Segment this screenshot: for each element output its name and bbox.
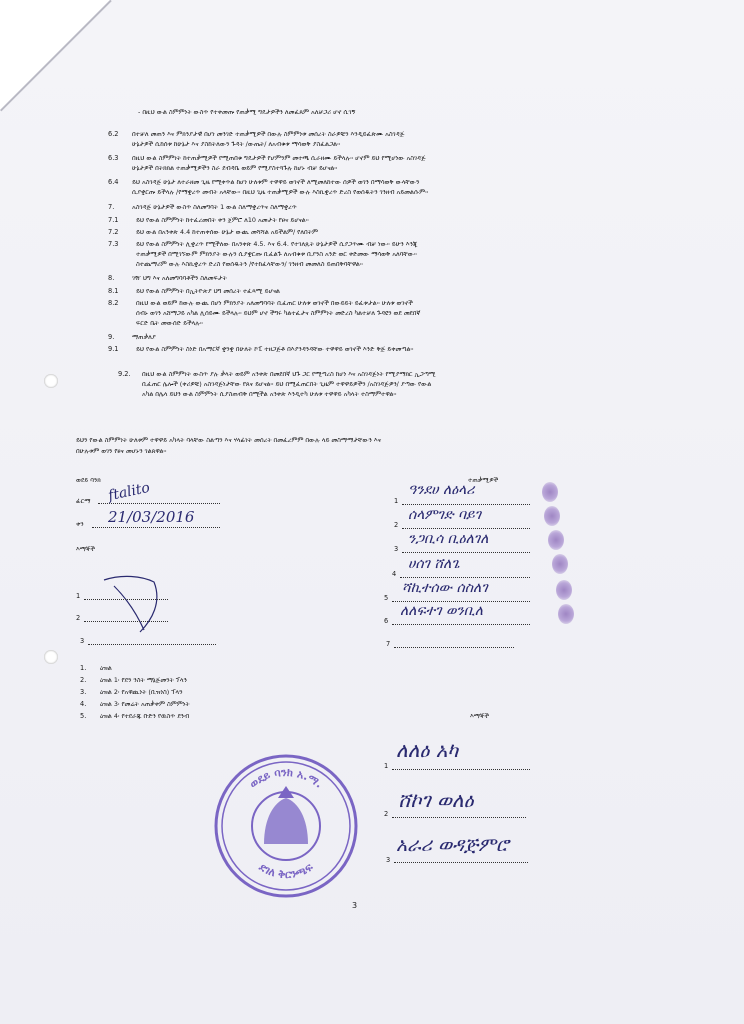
witness-number: 2 (76, 614, 81, 622)
clause-text-line: ይህ የውል ስምምነት ከተፈረመበት ቀን ጀምሮ ለ10 አመታት የፀና ይሆናል፡፡ (136, 216, 309, 224)
attachment-item: ዕዝል 4፡ የተደራጁ ቡድን የዉስጥ ደንብ (100, 712, 190, 720)
witness-number: 3 (80, 637, 85, 645)
clause-text-line: በዚህ ውል ስምምነት ውስጥ ያሉ ቃላት ወይም አንቀጽ በመደበኛ ህጉ ጋር የሚጣረስ ከሆነ እና አስገዳጅነት የሚያማክር ኢጋጣሚ (142, 370, 436, 378)
clause-text-line: ይህ ውል በአንቀጽ 4.4 ከተጠቀሰው ሁኔታ ውጪ መሻሻል አይችልም/ የለበትም (136, 228, 318, 236)
bottom-witness-number: 2 (384, 810, 389, 818)
thumbprint (556, 580, 572, 600)
stamp-bottom-text: ደገለ ቅርንጫፍ (256, 860, 316, 882)
thumbprint (558, 604, 574, 624)
beneficiary-number: 7 (386, 640, 391, 648)
clause-text-line: ይህ የውል ስምምነት ሊቋረጥ የሚችለው በአንቀጽ 4.5. እና 6.4. የተገለጹት ሁኔታዎች ሲያጋጥሙ ብቻ ነው፡፡ ይሁን እንጂ (136, 240, 418, 248)
beneficiary-signature: ዓንደሀ ለዕላሪ (408, 482, 475, 498)
clause-number: 6.3 (108, 154, 119, 162)
bottom-witness-signature: ሸኮገ ወለዕ (398, 788, 474, 812)
clause-text-line: ፍርድ ቤት መውሰድ ይችላሉ፡፡ (136, 319, 203, 327)
beneficiary-line (392, 624, 530, 625)
bank-name-label: ወደይ ባንክ (76, 476, 101, 484)
bottom-witness-number: 1 (384, 762, 389, 770)
clause-text-line: ይህ አስገዳጅ ሁኔታ ለተራዘመ ጊዜ የሚቀጥል ከሆነ ሁለቱም ተዋዋይ ወገኖች ለሚመለከተው ሰዎች ወገን በማሳወቅ ውላቸውን (132, 178, 420, 186)
clause-text-line: ይህ የውል ስምምነት በኢትዮጵያ ህግ መሰረት ተፈጻሚ ይሆናል (136, 287, 280, 295)
witnesses-label: እማኞች (76, 545, 95, 553)
clause-text-line: ሲያቋርጡ ይችላሉ /የማቋረጥ መብት አላቸው፡፡ በዚህ ጊዜ ተጠቃሚዎች ውሉ እስኪቋረጥ ድረስ የወሰዱትን ገንዘብ አይመልሱም፡፡ (132, 188, 429, 196)
clause-heading: አስገዳጅ ሁኔታዎች ውስጥ ስለመግባት 1 ውል ስለማቋረጥና ስለማቋረጥ (132, 203, 297, 211)
beneficiary-signature: ሻኪተሰው ሰስለገ (402, 580, 488, 596)
beneficiary-number: 4 (392, 570, 397, 578)
attachment-number: 5. (80, 712, 87, 720)
witness-line (84, 621, 168, 622)
beneficiary-line (394, 647, 514, 648)
sign-line (98, 503, 220, 504)
clause-number: 8.1 (108, 287, 119, 295)
bottom-witness-number: 3 (386, 856, 391, 864)
attachment-number: 1. (80, 664, 87, 672)
attachment-number: 4. (80, 700, 87, 708)
clause-heading: ገዥ ህግ እና አለመግባባቶችን ስለመፍታት (132, 274, 227, 282)
clause-number: 9.1 (108, 345, 119, 353)
beneficiary-line (402, 528, 530, 529)
beneficiary-signature: ሀሰገ ሸለጌ (408, 556, 460, 572)
beneficiary-line (392, 601, 530, 602)
attachment-item: ዕዝል 2፡ የአዋጪነት (ቢዝነስ) ፕላን (100, 688, 183, 696)
beneficiary-line (400, 577, 530, 578)
bottom-witnesses-title: እማኞች (470, 712, 489, 720)
clause-text-line: ይህ የውል ስምምነት ስነድ በአማርኛ ቋንቋ በሁለት ኮፒ ተዘጋጅቶ በእያንዳንዳቸው ተዋዋይ ወገኖች እንድ ቅጅ ይቀመጣል፡፡ (136, 345, 414, 353)
beneficiary-line (402, 552, 530, 553)
beneficiary-signature: ሰላምገድ ባይገ (408, 507, 481, 523)
handwritten-date: 21/03/2016 (108, 508, 195, 526)
date-label: ቀን (76, 520, 84, 528)
sign-label: ፊርማ (76, 497, 91, 505)
thumbprint (544, 506, 560, 526)
clause-text-line: በዚህ ውል ወይም ከውሉ ውጪ በሆነ ምክንያት አለመግባባት ቢፈጠር ሁለቱ ወገኖች በውይይት ይፈቱታል፡፡ ሁለቱ ወገኖች (136, 299, 413, 307)
witness-line (88, 644, 216, 645)
attachment-item: ዕዝል 3፡ የመሬት አጠቃቀም ስምምነት (100, 700, 190, 708)
thumbprint (552, 554, 568, 574)
beneficiary-number: 6 (384, 617, 389, 625)
svg-text:ደገለ ቅርንጫፍ (256, 860, 316, 881)
bottom-witness-line (392, 817, 526, 818)
witness-scribble (92, 572, 172, 634)
beneficiary-signature: ንጋቢሳ ቢዕለገለ (408, 531, 489, 547)
punch-hole-top (44, 374, 58, 388)
clause-text-line: በተቻለ መጠን እና ምክንያታዊ በሆነ መንገድ ተጠቃሚዎች በውሉ ስምምነቱ መሰረት ስራዎቹን እንዲይፈጽሙ አስገዳጅ (132, 130, 405, 138)
beneficiary-line (402, 504, 530, 505)
clause-number: 7.3 (108, 240, 119, 248)
bottom-witness-line (392, 769, 530, 770)
intro-line: - በዚህ ውል ስምምነት ውስጥ የተቀመጡ የጠቃሚ ግዴታዎችን ለመፈጸም አለቻጋሪ ሆኖ ሲገኝ (138, 108, 356, 116)
attachment-number: 3. (80, 688, 87, 696)
clause-number: 9.2. (118, 370, 131, 378)
closing-line: በሁሉቱም ወገን የፀና መሆኑን ገልጸዋል፡፡ (76, 447, 167, 455)
beneficiaries-title: ተጠቃሚዎች (468, 476, 499, 484)
bottom-witness-signature: ለለዕ አካ (396, 738, 459, 762)
bank-signature: ftalito (106, 479, 152, 505)
clause-number: 7.2 (108, 228, 119, 236)
bank-stamp (212, 752, 360, 900)
clause-number: 8. (108, 274, 115, 282)
clause-number: 6.4 (108, 178, 119, 186)
punch-hole-bottom (44, 650, 58, 664)
beneficiary-number: 3 (394, 545, 399, 553)
beneficiary-number: 1 (394, 497, 399, 505)
clause-text-line: ቢፈጠር ሌሎች (ቀሪዎቹ) አስገዳጅነታቸው የጸና ይሆናል፡፡ ይህ በሚፈጠርበት ጊዜም ተዋዋይዎችን /አስገዳጅዎን/ ያጣው የውል (142, 380, 432, 388)
clause-text-line: በዚህ ውል ስምምነት ከተጠቃሚዎች የሚጠበቁ ግዴታዎች የሆምንም መተጫ ሲራዘሙ ይችላሉ፡፡ ሆኖም ይህ የሚሆነው አስገዳጅ (132, 154, 426, 162)
clause-text-line: ስተጨማሪም ውሉ እስኪቋረጥ ድረስ የወሰዱትን /የተከፈላቸውን/ ገንዘብ መመለስ ይጠበቅባቸዋል፡፡ (136, 260, 363, 268)
clause-number: 6.2 (108, 130, 119, 138)
closing-line: ይህን የውል ስምምነት ሁለቱም ተዋዋይ አካላት ባላቸው ስልጣን እና ሃላፊነት መሰረት በመፈረምም በውሉ ላይ መስማማታቸውን እና (76, 436, 382, 444)
beneficiary-signature: ለለፍተገ ወንቢለ (400, 603, 483, 619)
clause-number: 9. (108, 333, 115, 341)
clause-text-line: ሰብኑ ወገን አሸማጋይ አካል ሊሰይሙ ይችላሉ፡፡ ይህም ሆኖ ችግሩ ካልተፈታና ስምምነት መድረስ ካልተቻለ ጉዳዩን ወደ መደበኛ (136, 309, 421, 317)
bottom-witness-line (394, 862, 528, 863)
witness-line (84, 599, 168, 600)
attachment-item: ዕዝል 1፡ የደን ንስት ማኔጅመንት ፕላን (100, 676, 187, 684)
clause-number: 7.1 (108, 216, 119, 224)
stamp-top-text: ወደይ ባንክ አ.ማ. (246, 765, 326, 791)
clause-text-line: ሁኔታዎች በትክክል ተጠቃሚዎችን ስራ ደብዳቤ ወይም የሚያስተጓጉሉ ከሆኑ ብቻ ይሆናል፡፡ (132, 164, 338, 172)
beneficiary-number: 2 (394, 521, 399, 529)
attachment-number: 2. (80, 676, 87, 684)
clause-text-line: ሁኔታዎች ሲከሰቱ ከሁኔታ እና ያስከትለውን ጉዳት /ውጤት/ ለአብቁቱ ማሳወቅ ያስፈልጋል፡፡ (132, 140, 341, 148)
attachment-item: ዕዝል (100, 664, 112, 672)
thumbprint (542, 482, 558, 502)
clause-text-line: አካል በሌላ ይህን ውል ስምምነት ሲያስጠብቅ በሚችል አንቀጽ እንዲተካ ሁለቱ ተዋዋይ አካላት ተስማምተዋል፡፡ (142, 390, 397, 398)
thumbprint (548, 530, 564, 550)
beneficiary-number: 5 (384, 594, 389, 602)
clause-heading: ማጠቃለያ (132, 333, 156, 341)
clause-number: 7. (108, 203, 115, 211)
bottom-witness-signature: አራሪ ወዳጅምሮ (396, 834, 509, 856)
date-line (92, 527, 220, 528)
clause-text-line: ተጠቃሚዎች በሚገኘውም ምክንያት ውሉን ሲያቋርጡ ቢፈልጉ ለአብቁቱ ቢያንስ አንድ ወር ቀድመው ማሳወቅ አለባቸው፡፡ (136, 250, 417, 258)
page-number: 3 (352, 901, 358, 910)
clause-number: 8.2 (108, 299, 119, 307)
witness-number: 1 (76, 592, 81, 600)
